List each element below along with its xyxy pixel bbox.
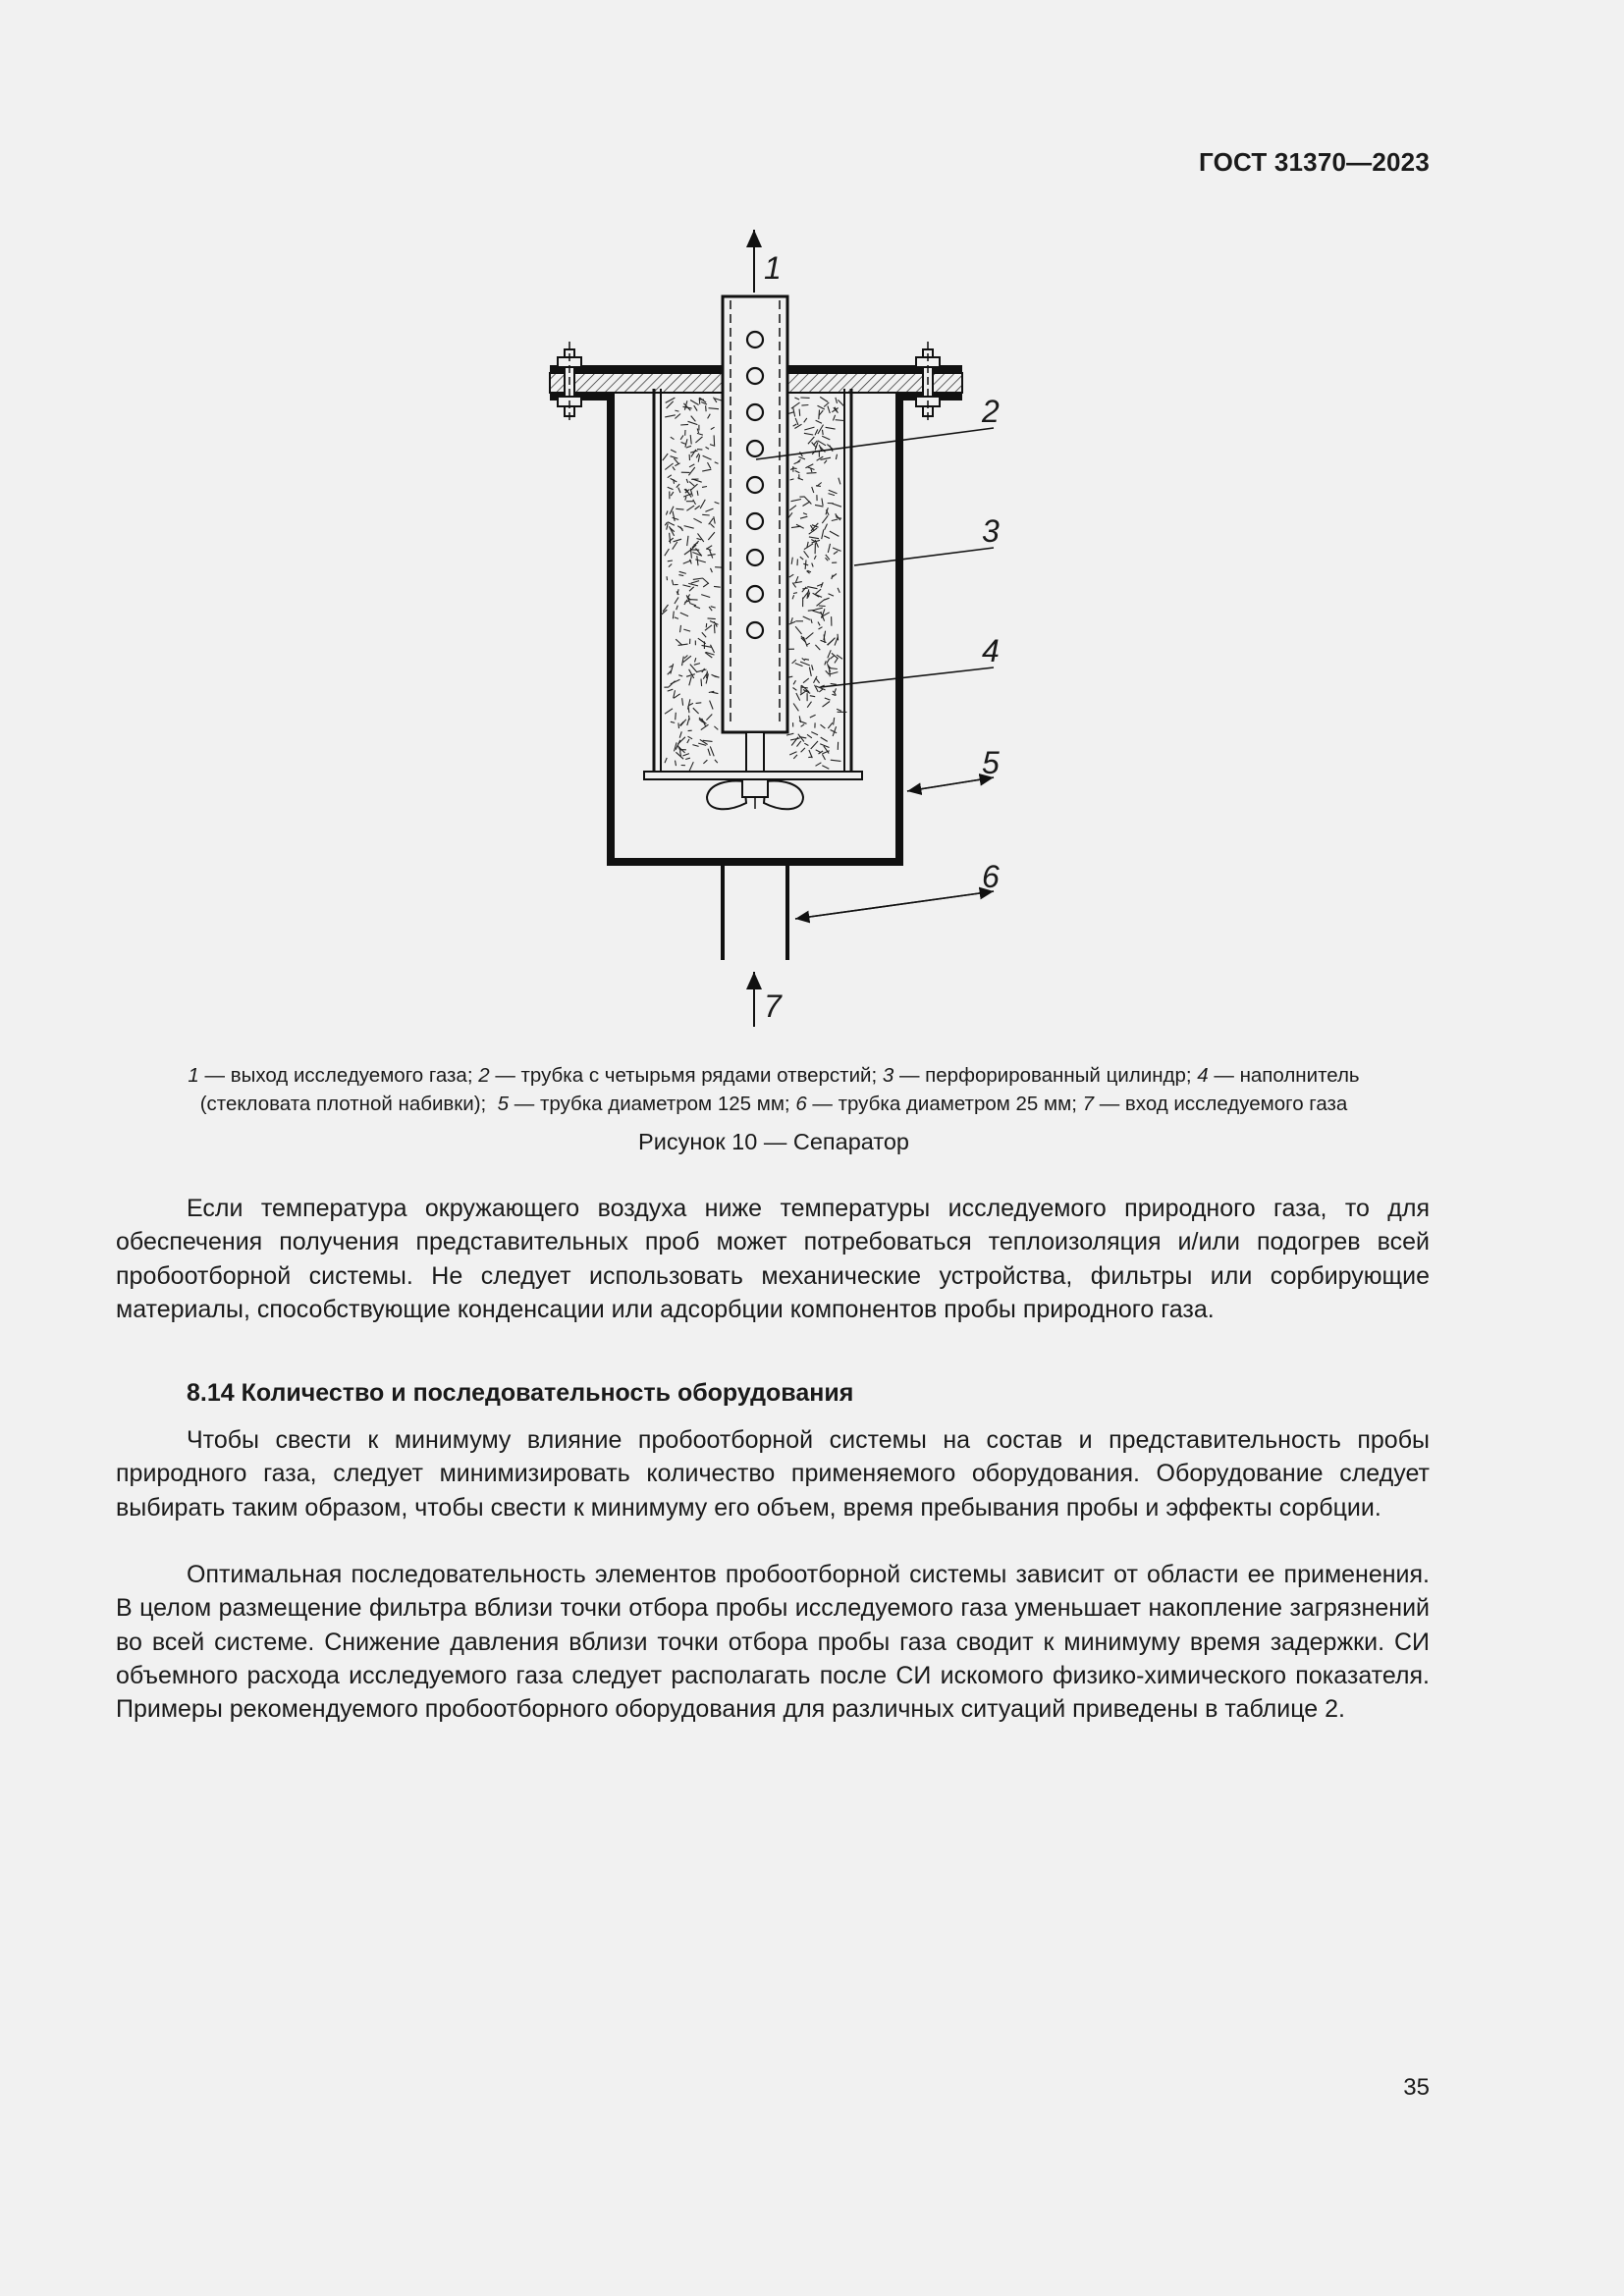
separator-figure [511,224,1060,1029]
legend-text: — трубка диаметром 25 мм; [806,1093,1083,1115]
figure-legend [116,1061,1432,1118]
callout-6: 6 [982,859,1000,894]
legend-num: 1 [188,1064,199,1087]
legend-num: 7 [1082,1093,1095,1115]
legend-num: 2 [478,1064,490,1087]
legend-text: — трубка с четырьмя рядами отверстий; [489,1064,883,1087]
wing-nut [707,779,803,809]
legend-text: — наполнитель [1208,1064,1360,1087]
callout-4: 4 [982,633,1000,668]
legend-num: 3 [882,1064,894,1087]
legend-text: — выход исследуемого газа; [198,1064,479,1087]
legend-line-2 [116,1090,1432,1118]
paragraph-optimal-sequence: Оптимальная последовательность элементов пробоотборной системы зависит от области ее применения. В целом размещение фильтра вблизи точки отбора пробы исследуемого газа уменьшает накопление загрязнений во всей системе. Снижение давления вблизи точки отбора пробы газа сводит к минимуму время задержки. СИ объемного расхода исследуемого газа следует располагать после СИ искомого физико-химического показателя. Примеры рекомендуемого пробоотборного оборудования для различных ситуаций приведены в таблице 2. [116,1561,1430,1724]
callout-1: 1 [764,250,782,286]
legend-num: 4 [1197,1064,1209,1087]
callout-3: 3 [982,513,1000,549]
central-tube [723,296,787,732]
legend-text: (стекловата плотной набивки); [199,1093,498,1115]
legend-text: — перфорированный цилиндр; [893,1064,1198,1087]
document-code: ГОСТ 31370—2023 [1199,147,1430,177]
figure-caption: Рисунок 10 — Сепаратор [638,1129,909,1154]
callout-5: 5 [982,745,1000,780]
callout-2: 2 [982,394,1000,429]
inlet-tube [723,864,787,960]
support-plate [644,732,862,779]
separator-drawing [511,224,1060,1029]
page-number: 35 [1403,2074,1430,2101]
callout-7: 7 [764,988,782,1024]
paragraph-minimize-equipment: Чтобы свести к минимуму влияние пробоотборной системы на состав и представительность пробы природного газа, следует минимизировать количество применяемого оборудования. Оборудование следует выбирать таким образом, чтобы свести к минимуму его объем, время пребывания пробы и эффекты сорбции. [116,1426,1430,1522]
legend-line-1 [116,1061,1432,1090]
paragraph-temperature: Если температура окружающего воздуха ниже температуры исследуемого природного газа, то для обеспечения получения представительных проб может потребоваться теплоизоляция и/или подогрев всей пробоотборной системы. Не следует использовать механические устройства, фильтры или сорбирующие материалы, способствующие конденсации или адсорбции компонентов пробы природного газа. [116,1195,1430,1323]
legend-text: — трубка диаметром 125 мм; [509,1093,796,1115]
legend-num: 5 [497,1093,510,1115]
section-heading-8-14: 8.14 Количество и последовательность оборудования [187,1379,854,1407]
legend-text: — вход исследуемого газа [1094,1093,1348,1115]
legend-num: 6 [795,1093,807,1115]
